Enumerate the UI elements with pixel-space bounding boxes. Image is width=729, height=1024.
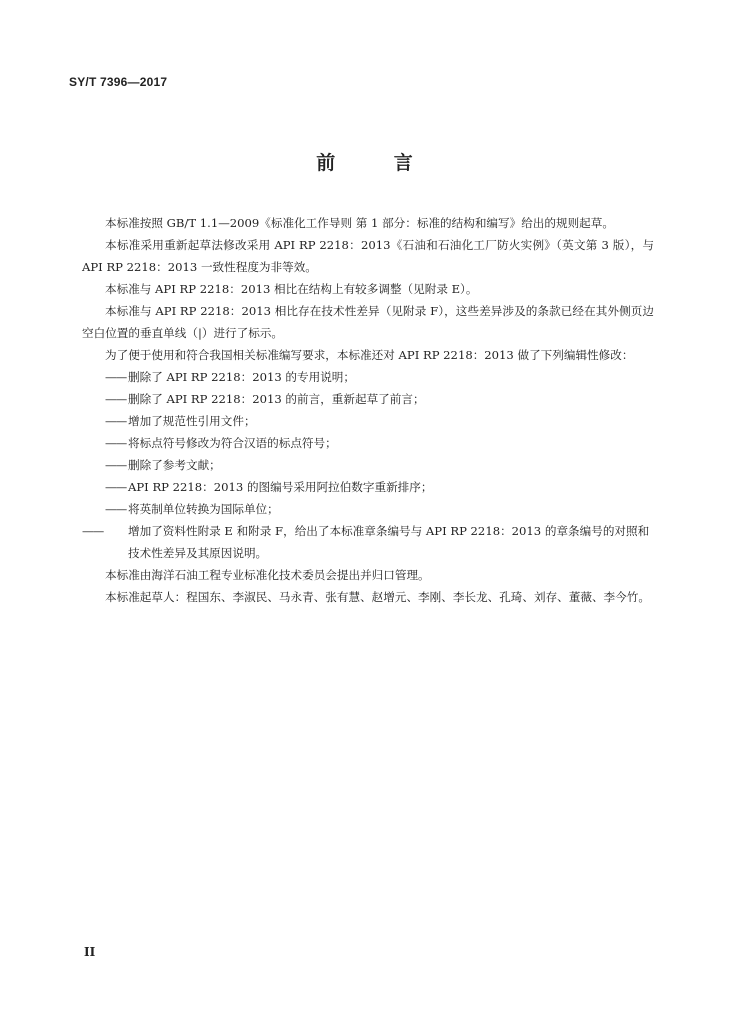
standard-number: SY/T 7396—2017: [69, 75, 168, 89]
paragraph-structure-changes: 本标准与 API RP 2218：2013 相比在结构上有较多调整（见附录 E）。: [105, 282, 478, 296]
list-item-text: API RP 2218：2013 的图编号采用阿拉伯数字重新排序；: [128, 480, 433, 494]
paragraph-drafters: 本标准起草人：程国东、李淑民、马永青、张有慧、赵增元、李刚、李长龙、孔琦、刘存、董薇、李今竹。: [105, 590, 650, 604]
list-item: [82, 476, 654, 498]
list-item: [82, 366, 654, 388]
list-item-text: 删除了 API RP 2218：2013 的前言，重新起草了前言；: [128, 392, 425, 406]
list-dash: ——: [105, 414, 127, 428]
foreword-body: [82, 212, 654, 608]
paragraph-technical-differences: 本标准与 API RP 2218：2013 相比存在技术性差异（见附录 F），这些差异涉及的条款已经在其外侧页边空白位置的垂直单线（|）进行了标示。: [82, 304, 654, 340]
list-dash: ——: [105, 392, 127, 406]
list-item-text: 将标点符号修改为符合汉语的标点符号；: [128, 436, 337, 450]
list-item-text: 删除了参考文献；: [128, 458, 221, 472]
page-title: 前 言: [316, 152, 439, 174]
page-number: II: [84, 945, 96, 959]
list-item: [82, 410, 654, 432]
list-item: [82, 498, 654, 520]
list-dash: ——: [105, 480, 127, 494]
list-dash: ——: [82, 524, 104, 538]
list-item-text: 将英制单位转换为国际单位；: [128, 502, 279, 516]
list-dash: ——: [105, 502, 127, 516]
list-dash: ——: [105, 458, 127, 472]
list-dash: ——: [105, 370, 127, 384]
list-item: [82, 432, 654, 454]
list-dash: ——: [105, 436, 127, 450]
list-item-text: 增加了规范性引用文件；: [128, 414, 256, 428]
paragraph-editorial-intro: 为了便于使用和符合我国相关标准编写要求，本标准还对 API RP 2218：2013 做了下列编辑性修改：: [105, 348, 634, 362]
list-item: [82, 520, 654, 564]
list-item-text: 删除了 API RP 2218：2013 的专用说明；: [128, 370, 355, 384]
list-item-text: 增加了资料性附录 E 和附录 F，给出了本标准章条编号与 API RP 2218：2013 的章条编号的对照和技术性差异及其原因说明。: [128, 524, 650, 560]
paragraph-drafting-rules: 本标准按照 GB/T 1.1—2009《标准化工作导则 第 1 部分：标准的结构和编写》给出的规则起草。: [105, 216, 614, 230]
paragraph-adoption-method: 本标准采用重新起草法修改采用 API RP 2218：2013《石油和石油化工厂防火实例》（英文第 3 版），与 API RP 2218：2013 一致性程度为非等效。: [82, 238, 654, 274]
editorial-changes-list: [82, 366, 654, 564]
list-item: [82, 454, 654, 476]
paragraph-responsible-committee: 本标准由海洋石油工程专业标准化技术委员会提出并归口管理。: [105, 568, 430, 582]
list-item: [82, 388, 654, 410]
